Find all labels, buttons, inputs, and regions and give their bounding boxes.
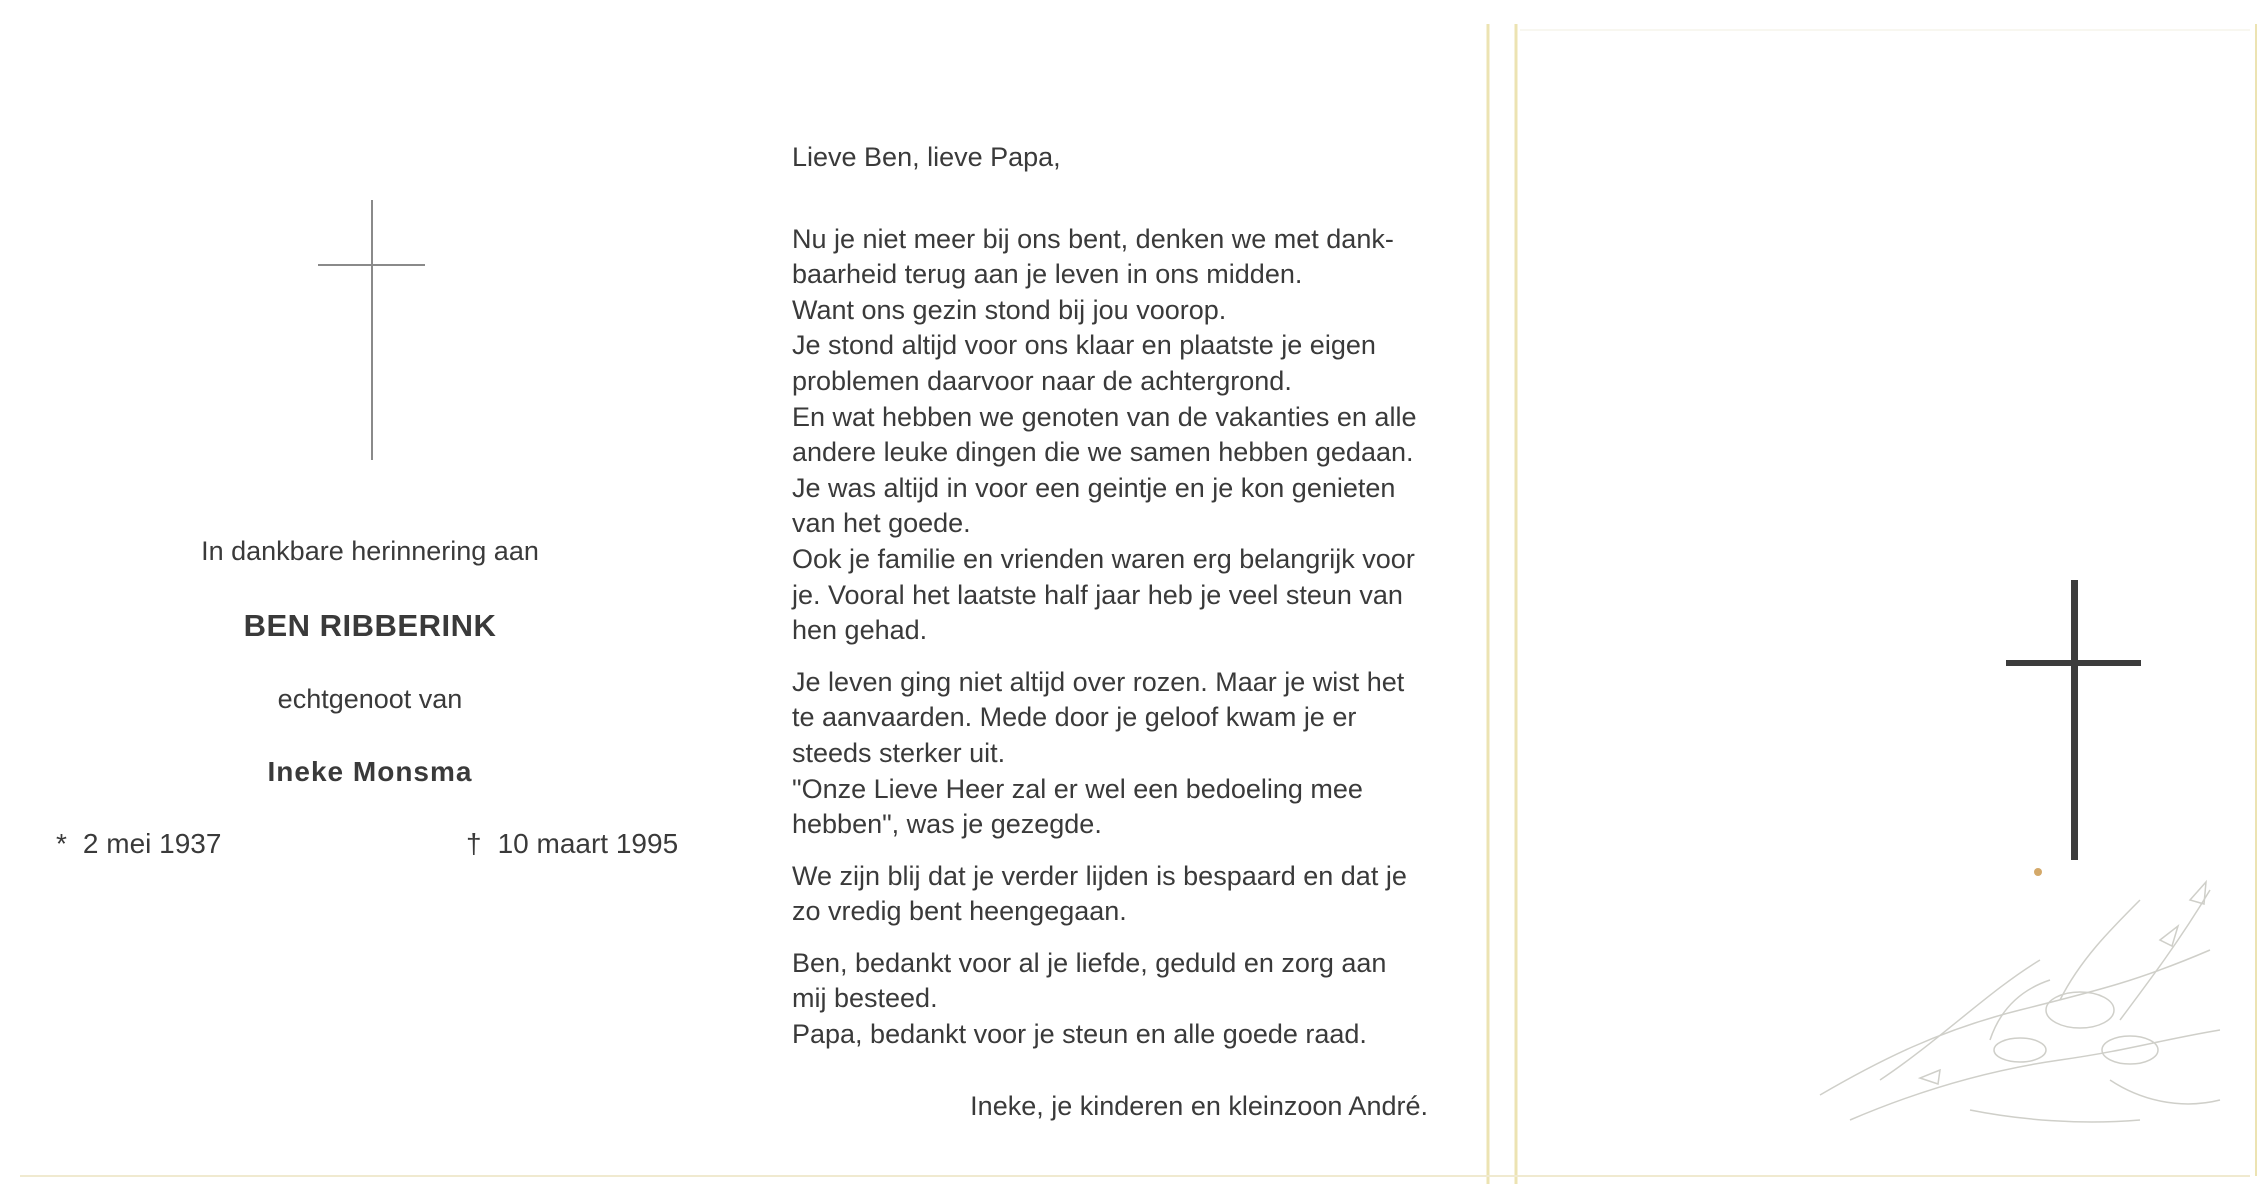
letter-line: steeds sterker uit. xyxy=(792,737,1006,768)
letter-line: van het goede. xyxy=(792,508,971,539)
death-date xyxy=(466,828,678,860)
deceased-name: BEN RIBBERINK xyxy=(243,608,497,643)
small-dot-icon xyxy=(2034,868,2042,876)
thin-cross-icon xyxy=(0,0,740,1200)
letter-line: "Onze Lieve Heer zal er wel een bedoeling mee xyxy=(792,773,1363,804)
letter-line: Want ons gezin stond bij jou voorop. xyxy=(792,294,1227,325)
letter-line: Je stond altijd voor ons klaar en plaatste je eigen xyxy=(792,330,1376,361)
letter-line: te aanvaarden. Mede door je geloof kwam je er xyxy=(792,702,1357,733)
birth-date-text: 2 mei 1937 xyxy=(82,828,222,859)
letter-line: zo vredig bent heengegaan. xyxy=(792,896,1127,927)
letter-line: baarheid terug aan je leven in ons midden. xyxy=(792,259,1303,290)
paragraph-4 xyxy=(792,946,1428,1053)
letter-line: Je was altijd in voor een geintje en je kon genieten xyxy=(792,472,1396,503)
spouse-name: Ineke Monsma xyxy=(267,756,473,787)
right-panel xyxy=(1520,0,2268,1200)
birth-date xyxy=(56,828,221,860)
right-panel-art xyxy=(1520,0,2268,1200)
letter-line: Papa, bedankt voor je steun en alle goede raad. xyxy=(792,1019,1367,1050)
paragraph-3 xyxy=(792,859,1428,930)
salutation: Lieve Ben, lieve Papa, xyxy=(792,142,1061,172)
death-cross-icon: † xyxy=(466,828,482,859)
floral-decoration-icon xyxy=(1820,882,2220,1122)
left-panel xyxy=(0,0,740,1200)
letter-line: andere leuke dingen die we samen hebben gedaan. xyxy=(792,437,1414,468)
letter-line: problemen daarvoor naar de achtergrond. xyxy=(792,365,1292,396)
letter-line: We zijn blij dat je verder lijden is bespaard en dat je xyxy=(792,860,1407,891)
death-date-text: 10 maart 1995 xyxy=(497,828,679,859)
signature: Ineke, je kinderen en kleinzoon André. xyxy=(970,1090,1428,1121)
paragraph-2 xyxy=(792,665,1428,843)
paragraph-1 xyxy=(792,222,1428,649)
birth-star-icon: * xyxy=(56,828,67,859)
letter-line: Nu je niet meer bij ons bent, denken we met dank- xyxy=(792,223,1394,254)
letter-line: Je leven ging niet altijd over rozen. Maar je wist het xyxy=(792,666,1405,697)
letter-line: Ben, bedankt voor al je liefde, geduld en zorg aan xyxy=(792,947,1387,978)
bold-cross-icon xyxy=(2006,580,2141,860)
letter-text xyxy=(792,140,1428,1124)
letter-line: hebben", was je gezegde. xyxy=(792,809,1102,840)
letter-line: hen gehad. xyxy=(792,615,928,646)
spouse-label: echtgenoot van xyxy=(277,684,463,714)
letter-line: Ook je familie en vrienden waren erg belangrijk voor xyxy=(792,543,1415,574)
letter-line: je. Vooral het laatste half jaar heb je veel steun van xyxy=(792,579,1403,610)
intro-text: In dankbare herinnering aan xyxy=(201,536,539,566)
letter-line: En wat hebben we genoten van de vakanties en alle xyxy=(792,401,1417,432)
letter-line: mij besteed. xyxy=(792,983,938,1014)
